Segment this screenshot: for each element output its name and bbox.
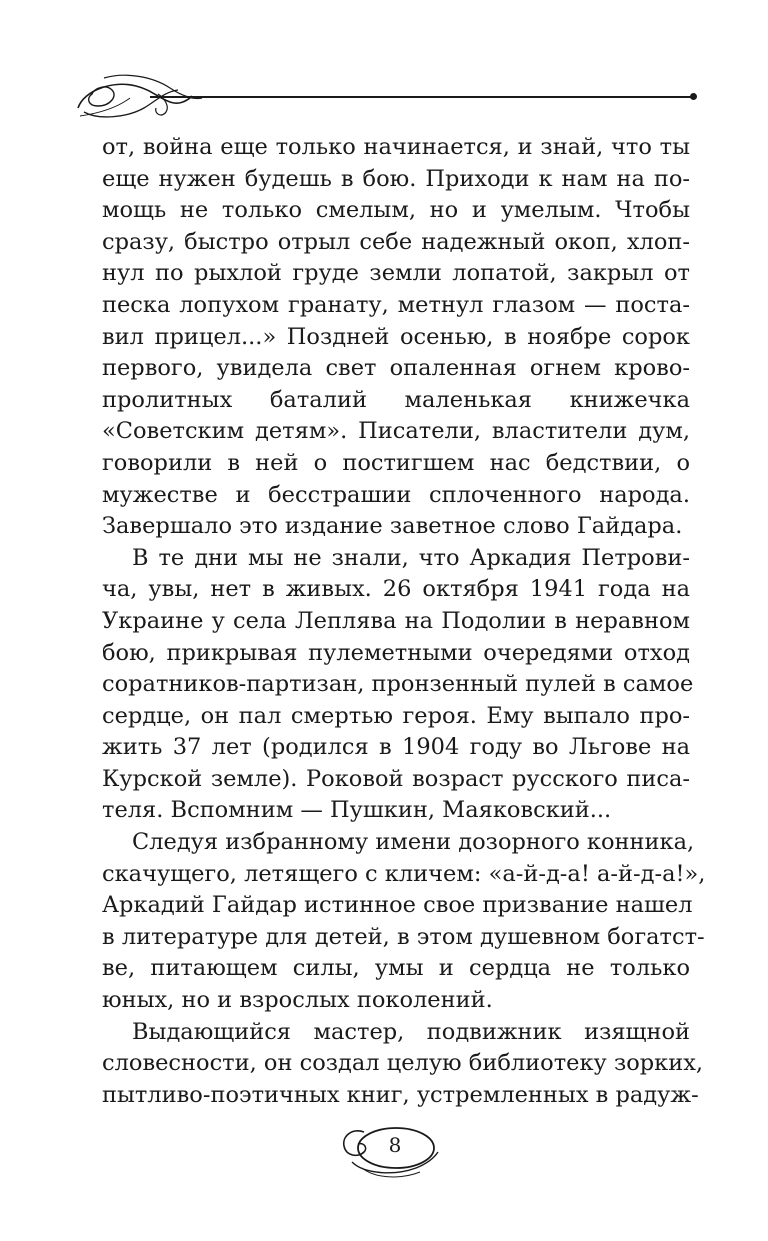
text-line: первого, увидела свет опаленная огнем крово- [102,355,690,382]
text-line: сразу, быстро отрыл себе надежный окоп, хлоп- [102,228,690,255]
body-text [102,132,706,1111]
text-line: Завершало это издание заветное слово Гайдара. [102,513,683,540]
text-line: в литературе для детей, в этом душевном богатст- [102,923,705,950]
text-line: нул по рыхлой груде земли лопатой, закрыл от [102,260,690,287]
text-line: теля. Вспомним — Пушкин, Маяковский... [102,797,612,824]
header-rule [150,96,694,98]
text-line: В те дни мы не знали, что Аркадия Петрови- [132,544,690,571]
text-line: говорили в ней о постигшем нас бедствии, о [102,449,690,476]
text-line: пытливо-поэтичных книг, устремленных в радуж- [102,1081,699,1108]
text-line: жить 37 лет (родился в 1904 году во Льгове на [102,734,690,761]
text-line: Следуя избранному имени дозорного конника, [132,829,695,856]
text-line: сердце, он пал смертью героя. Ему выпало про- [102,702,690,729]
text-line: пролитных баталий маленькая книжечка [102,386,690,413]
text-line: скачущего, летящего с кличем: «а-й-д-а! а-й-д-а!», [102,860,706,887]
text-line: мужестве и бесстрашии сплоченного народа. [102,481,690,508]
text-line: соратников-партизан, пронзенный пулей в самое [102,671,694,698]
text-line: Аркадий Гайдар истинное свое призвание нашел [102,892,693,919]
text-line: Курской земле). Роковой возраст русского писа- [102,765,690,792]
text-line: бою, прикрывая пулеметными очередями отход [102,639,690,666]
text-line: словесности, он создал целую библиотеку зорких, [102,1050,704,1077]
text-line: ве, питающем силы, умы и сердца не только [102,955,690,982]
text-line: Украине у села Леплява на Подолии в неравном [102,607,690,634]
text-line: юных, но и взрослых поколений. [102,987,493,1014]
text-line: еще нужен будешь в бою. Приходи к нам на по- [102,165,690,192]
text-line: песка лопухом гранату, метнул глазом — поста- [102,291,690,318]
text-line: вил прицел...» Поздней осенью, в ноябре сорок [102,323,690,350]
text-line: ча, увы, нет в живых. 26 октября 1941 года на [102,576,690,603]
text-line: «Советским детям». Писатели, властители дум, [102,418,690,445]
text-line: от, война еще только начинается, и знай, что ты [102,134,690,160]
text-line: Выдающийся мастер, подвижник изящной [132,1018,690,1045]
page-number: 8 [388,1133,402,1157]
text-line: мощь не только смелым, но и умелым. Чтобы [102,197,690,224]
header-rule-dot [690,93,697,100]
